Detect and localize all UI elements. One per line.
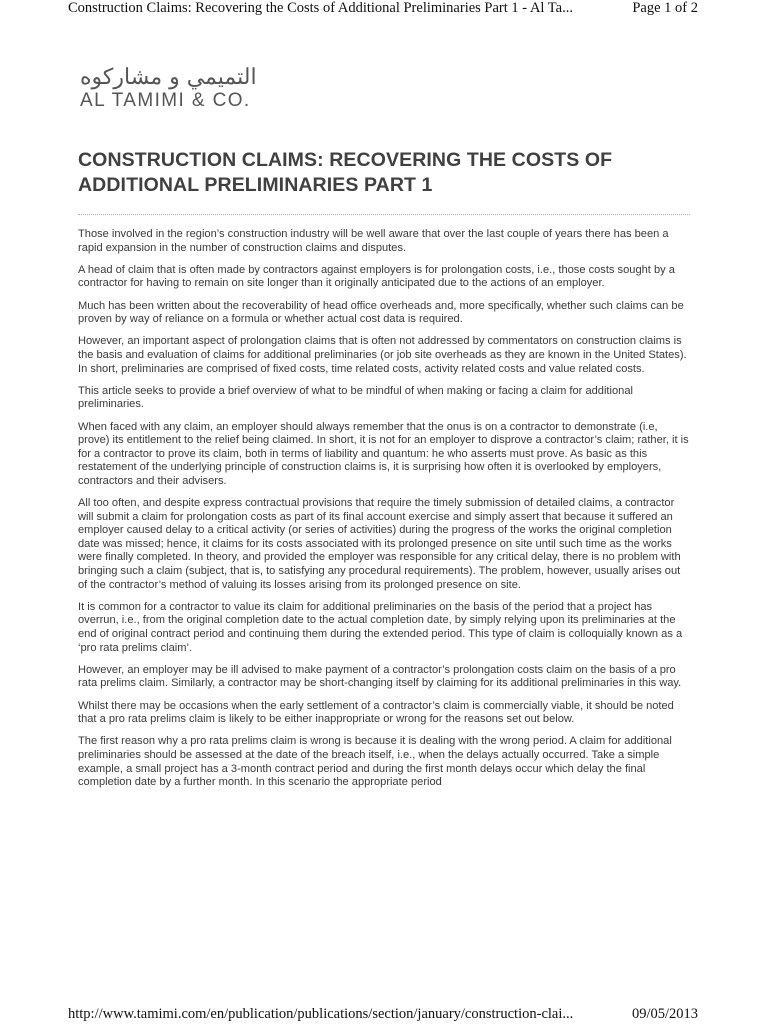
- logo-latin-text: AL TAMIMI & CO.: [80, 90, 251, 111]
- print-header-title: Construction Claims: Recovering the Costs of Additional Preliminaries Part 1 - Al Ta...: [68, 0, 573, 16]
- print-footer-date: 09/05/2013: [631, 1006, 698, 1022]
- article-paragraph: This article seeks to provide a brief overview of what to be mindful of when making or facing a claim for additional preliminaries.: [78, 384, 633, 411]
- article-paragraph: However, an important aspect of prolongation claims that is often not addressed by commentators on construction claims is the basis and evaluation of claims for additional preliminaries (or job site overheads as they are known in the United States). In short, preliminaries are comprised of fixed costs, time related costs, activity related costs and value related costs.: [78, 335, 687, 375]
- article-title: CONSTRUCTION CLAIMS: RECOVERING THE COSTS OF ADDITIONAL PRELIMINARIES PART 1: [78, 149, 613, 196]
- logo-arabic-text: التميمي و مشاركوه: [80, 65, 257, 90]
- company-logo: [80, 66, 300, 116]
- article-paragraph: When faced with any claim, an employer should always remember that the onus is on a contractor to demonstrate (i.e, prove) its entitlement to the relief being claimed. In short, it is not for an employer to disprove a contractor’s claim; rather, it is for a contractor to prove its claim, both in terms of liability and quantum: he who asserts must prove. As basic as this restatement of the underlying principle of construction claims is, it is surprising how often it is overlooked by employers, contractors and their advisers.: [78, 420, 689, 487]
- article-paragraph: Those involved in the region’s construction industry will be well aware that over the last couple of years there has been a rapid expansion in the number of construction claims and disputes.: [78, 228, 669, 254]
- title-divider: [78, 214, 690, 215]
- print-header-page-number: Page 1 of 2: [632, 0, 698, 16]
- article-paragraph: Much has been written about the recoverability of head office overheads and, more specifically, whether such claims can be proven by way of reliance on a formula or whether actual cost data is required.: [78, 299, 684, 326]
- article-paragraph: The first reason why a pro rata prelims claim is wrong is because it is dealing with the wrong period. A claim for additional preliminaries should be assessed at the date of the breach itself, i.e., when the delays actually occurred. Take a simple example, a small project has a 3-month contract period and during the first month delays occur which delay the final completion date by a further month. In this scenario the appropriate period: [78, 735, 672, 789]
- article-paragraph: All too often, and despite express contractual provisions that require the timely submission of detailed claims, a contractor will submit a claim for prolongation costs as part of its final account exercise and simply assert that because it suffered an employer caused delay to a critical activity (or series of activities) during the progress of the works the original completion date was missed; hence, it claims for its costs associated with its prolonged presence on site until such time as the works were finally completed. In theory, and provided the employer was responsible for any critical delay, there is no problem with bringing such a claim (subject, that is, to satisfying any procedural requirements). The problem, however, usually arises out of the contractor’s method of valuing its losses arising from its prolonged presence on site.: [78, 497, 681, 591]
- article-paragraph: It is common for a contractor to value its claim for additional preliminaries on the basis of the period that a project has overrun, i.e., from the original completion date to the actual completion date, by simply relying upon its preliminaries at the end of original contract period and continuing them during the extended period. This type of claim is colloquially known as a ‘pro rata prelims claim’.: [78, 600, 683, 654]
- print-footer: [68, 1006, 698, 1024]
- article-body: [78, 228, 692, 798]
- article-paragraph: A head of claim that is often made by contractors against employers is for prolongation costs, i.e., those costs sought by a contractor for having to remain on site longer than it originally anticipated due to the actions of an employer.: [78, 263, 675, 290]
- article-paragraph: However, an employer may be ill advised to make payment of a contractor’s prolongation costs claim on the basis of a pro rata prelims claim. Similarly, a contractor may be short-changing itself by claiming for its additional preliminaries in this way.: [78, 663, 682, 690]
- print-footer-url: http://www.tamimi.com/en/publication/publications/section/january/construction-clai...: [68, 1006, 574, 1022]
- article-paragraph: Whilst there may be occasions when the early settlement of a contractor’s claim is commercially viable, it should be noted that a pro rata prelims claim is likely to be either inappropriate or wrong for the reasons set out below.: [78, 699, 674, 726]
- print-header: [68, 0, 698, 20]
